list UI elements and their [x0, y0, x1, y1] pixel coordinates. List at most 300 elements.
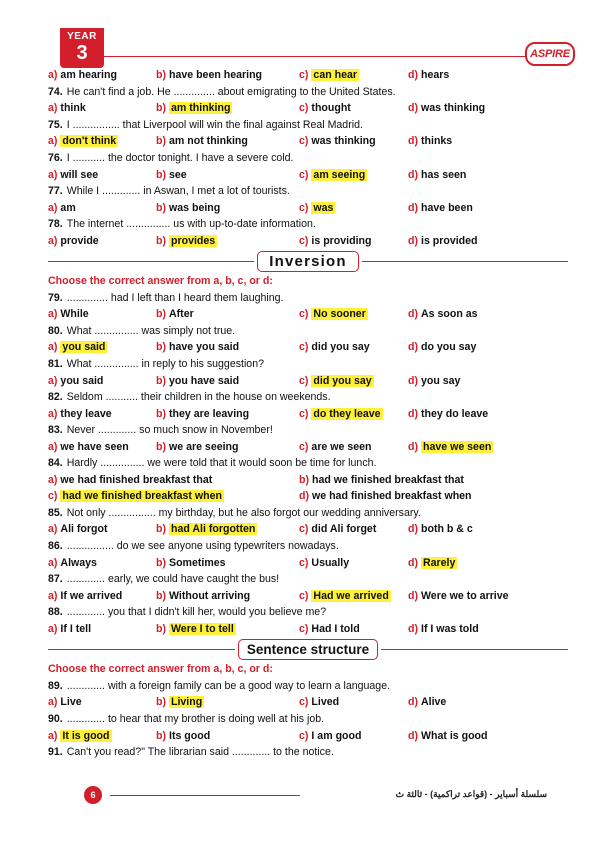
option-text: did you say — [311, 341, 370, 354]
answer-option[interactable] — [408, 523, 568, 535]
question-text: What ............... was simply not true. — [66, 324, 236, 337]
answer-option[interactable] — [299, 341, 408, 353]
answer-option[interactable] — [156, 523, 299, 535]
question-row — [48, 356, 568, 373]
question-row — [48, 389, 568, 406]
question-row — [48, 183, 568, 200]
option-letter: d) — [408, 234, 418, 247]
highlighted-answer-text: am thinking — [171, 102, 231, 115]
answer-option[interactable] — [408, 408, 568, 420]
options-row — [48, 521, 568, 538]
option-text: Live — [60, 696, 82, 709]
year-number: 3 — [76, 42, 88, 64]
option-text: am hearing — [60, 69, 117, 82]
section-header — [48, 249, 568, 273]
answer-option[interactable] — [299, 474, 551, 486]
answer-option[interactable] — [48, 590, 156, 602]
aspire-logo: ASPIRE — [525, 42, 575, 66]
options-row — [48, 199, 568, 216]
question-number: 80. — [48, 324, 63, 337]
option-text: was being — [169, 201, 221, 214]
option-letter: a) — [48, 168, 58, 181]
option-text: thinks — [421, 135, 453, 148]
answer-option[interactable] — [299, 69, 408, 81]
answer-option[interactable] — [408, 623, 568, 635]
question-row — [48, 422, 568, 439]
option-letter: a) — [48, 69, 58, 82]
option-letter: a) — [48, 622, 58, 635]
option-letter: d) — [408, 308, 418, 321]
answer-option[interactable] — [156, 441, 299, 453]
option-letter: c) — [299, 102, 309, 115]
answer-option[interactable] — [156, 69, 299, 81]
options-row — [48, 587, 568, 604]
answer-option[interactable] — [408, 557, 568, 569]
highlighted-answer-text: don't think — [62, 135, 117, 148]
answer-option[interactable] — [48, 474, 299, 486]
option-letter: b) — [156, 374, 166, 387]
question-number: 88. — [48, 606, 63, 619]
option-letter: d) — [408, 556, 418, 569]
answer-option[interactable] — [299, 408, 408, 420]
option-text: have been — [421, 201, 473, 214]
question-text: Seldom ........... their children in the house on weekends. — [66, 391, 331, 404]
option-letter: c) — [299, 729, 309, 742]
section-title: Inversion — [257, 251, 359, 272]
option-text: are we seen — [311, 440, 372, 453]
highlighted-answer-text: Living — [171, 696, 203, 709]
header-rule — [104, 56, 527, 57]
option-letter: d) — [408, 201, 418, 214]
answer-option[interactable] — [299, 169, 408, 181]
option-text: will see — [60, 168, 99, 181]
question-row — [48, 744, 568, 761]
options-row — [48, 727, 568, 744]
option-letter: a) — [48, 341, 58, 354]
question-number: 89. — [48, 679, 63, 692]
option-letter: c) — [299, 523, 309, 536]
answer-option[interactable] — [299, 202, 408, 214]
year-label: YEAR — [67, 31, 97, 42]
option-letter: c) — [299, 201, 309, 214]
option-text: you have said — [169, 374, 240, 387]
footer-series-title: سلسلة أسباير - (قواعد تراكمية) - ثالثة ث — [395, 789, 547, 799]
answer-option[interactable] — [156, 235, 299, 247]
question-number: 85. — [48, 506, 63, 519]
option-text: did Ali forget — [311, 523, 377, 536]
answer-option[interactable] — [299, 623, 408, 635]
question-number: 83. — [48, 424, 63, 437]
question-number: 86. — [48, 540, 63, 553]
option-text: has seen — [421, 168, 467, 181]
option-letter: a) — [48, 308, 58, 321]
option-text: Without arriving — [169, 589, 251, 602]
section-title: Sentence structure — [238, 639, 378, 660]
option-letter: c) — [299, 622, 309, 635]
option-letter: a) — [48, 407, 58, 420]
option-text: they leave — [60, 407, 112, 420]
option-letter: c) — [299, 440, 309, 453]
answer-option[interactable] — [156, 557, 299, 569]
option-letter: b) — [156, 696, 166, 709]
question-text: What ............... in reply to his suggestion? — [66, 358, 264, 371]
option-text: Had I told — [311, 622, 360, 635]
answer-option[interactable] — [299, 557, 408, 569]
answer-option[interactable] — [48, 696, 156, 708]
answer-option[interactable] — [48, 235, 156, 247]
option-letter: b) — [156, 589, 166, 602]
option-text: we had finished breakfast that — [60, 473, 213, 486]
option-text: have you said — [169, 341, 240, 354]
question-number: 75. — [48, 118, 63, 131]
question-text: ................ do we see anyone using typewriters nowadays. — [66, 540, 339, 553]
question-row — [48, 678, 568, 695]
answer-option[interactable] — [48, 202, 156, 214]
option-letter: a) — [48, 440, 58, 453]
option-letter: b) — [299, 473, 309, 486]
question-number: 87. — [48, 573, 63, 586]
footer — [80, 786, 547, 806]
option-text: Sometimes — [169, 556, 226, 569]
option-text: they are leaving — [169, 407, 250, 420]
question-row — [48, 323, 568, 340]
options-row — [48, 472, 568, 489]
answer-option[interactable] — [408, 235, 568, 247]
options-row — [48, 339, 568, 356]
worksheet-content — [48, 67, 568, 760]
highlighted-answer-text: Had we arrived — [313, 589, 389, 602]
option-letter: b) — [156, 234, 166, 247]
answer-option[interactable] — [48, 623, 156, 635]
option-letter: c) — [299, 135, 309, 148]
answer-option[interactable] — [48, 408, 156, 420]
option-letter: d) — [408, 135, 418, 148]
answer-option[interactable] — [408, 102, 568, 114]
option-letter: c) — [299, 341, 309, 354]
option-letter: c) — [48, 490, 58, 503]
option-text: is providing — [311, 234, 372, 247]
options-row — [48, 133, 568, 150]
option-text: As soon as — [421, 308, 478, 321]
option-letter: c) — [299, 168, 309, 181]
option-letter: a) — [48, 473, 58, 486]
option-letter: d) — [408, 168, 418, 181]
section-header — [48, 637, 568, 661]
answer-option[interactable] — [48, 102, 156, 114]
answer-option[interactable] — [48, 169, 156, 181]
answer-option[interactable] — [408, 590, 568, 602]
answer-option[interactable] — [299, 523, 408, 535]
option-letter: d) — [408, 523, 418, 536]
answer-option[interactable] — [408, 441, 568, 453]
question-text: I ................ that Liverpool will win the final against Real Madrid. — [66, 118, 363, 131]
question-number: 91. — [48, 746, 63, 759]
answer-option[interactable] — [48, 375, 156, 387]
highlighted-answer-text: It is good — [62, 729, 110, 742]
answer-option[interactable] — [156, 102, 299, 114]
question-text: He can't find a job. He .............. about emigrating to the United States. — [66, 85, 396, 98]
option-text: was thinking — [421, 102, 486, 115]
option-letter: c) — [299, 308, 309, 321]
option-letter: d) — [408, 440, 418, 453]
highlighted-answer-text: had Ali forgotten — [171, 523, 256, 536]
question-text: .............. had I left than I heard them laughing. — [66, 291, 284, 304]
option-letter: d) — [408, 374, 418, 387]
option-text: was thinking — [311, 135, 376, 148]
question-text: Can't you read?" The librarian said ............. to the notice. — [66, 746, 334, 759]
question-row — [48, 505, 568, 522]
option-text: I am good — [311, 729, 362, 742]
highlighted-answer-text: Were I to tell — [171, 622, 234, 635]
answer-option[interactable] — [156, 202, 299, 214]
answer-option[interactable] — [299, 441, 408, 453]
option-letter: d) — [408, 407, 418, 420]
option-text: After — [169, 308, 194, 321]
answer-option[interactable] — [408, 341, 568, 353]
question-text: While I ............. in Aswan, I met a lot of tourists. — [66, 185, 290, 198]
option-letter: b) — [156, 407, 166, 420]
question-row — [48, 455, 568, 472]
option-letter: b) — [156, 556, 166, 569]
question-row — [48, 290, 568, 307]
question-row — [48, 711, 568, 728]
question-row — [48, 150, 568, 167]
option-text: What is good — [421, 729, 488, 742]
question-text: ............. early, we could have caught the bus! — [66, 573, 280, 586]
option-letter: b) — [156, 135, 166, 148]
option-letter: b) — [156, 308, 166, 321]
option-text: do you say — [421, 341, 477, 354]
answer-option[interactable] — [48, 135, 156, 147]
option-text: hears — [421, 69, 450, 82]
option-text: you say — [421, 374, 461, 387]
option-letter: b) — [156, 523, 166, 536]
option-letter: b) — [156, 440, 166, 453]
option-text: you said — [60, 374, 104, 387]
option-letter: d) — [408, 69, 418, 82]
options-row — [48, 306, 568, 323]
answer-option[interactable] — [156, 169, 299, 181]
option-letter: c) — [299, 556, 309, 569]
highlighted-answer-text: am seeing — [313, 168, 366, 181]
option-letter: b) — [156, 201, 166, 214]
question-text: Not only ................ my birthday, but he also forgot our wedding anniversary. — [66, 506, 421, 519]
answer-option[interactable] — [408, 69, 568, 81]
answer-option[interactable] — [156, 375, 299, 387]
question-row — [48, 538, 568, 555]
answer-option[interactable] — [156, 730, 299, 742]
highlighted-answer-text: provides — [171, 234, 216, 247]
question-text: ............. with a foreign family can be a good way to learn a language. — [66, 679, 391, 692]
question-number: 84. — [48, 457, 63, 470]
option-letter: a) — [48, 234, 58, 247]
options-row — [48, 372, 568, 389]
option-letter: c) — [299, 374, 309, 387]
option-letter: a) — [48, 523, 58, 536]
option-letter: d) — [299, 490, 309, 503]
answer-option[interactable] — [156, 590, 299, 602]
footer-rule — [110, 795, 300, 796]
answer-option[interactable] — [408, 375, 568, 387]
answer-option[interactable] — [299, 696, 408, 708]
question-text: The internet ............... us with up-to-date information. — [66, 218, 316, 231]
option-text: Were we to arrive — [421, 589, 509, 602]
options-row — [48, 488, 568, 505]
option-letter: c) — [299, 696, 309, 709]
option-text: Lived — [311, 696, 340, 709]
question-number: 79. — [48, 291, 63, 304]
option-text: they do leave — [421, 407, 489, 420]
highlighted-answer-text: No sooner — [313, 308, 366, 321]
option-letter: c) — [299, 589, 309, 602]
answer-option[interactable] — [408, 308, 568, 320]
question-number: 78. — [48, 218, 63, 231]
options-row — [48, 438, 568, 455]
options-row — [48, 554, 568, 571]
option-letter: d) — [408, 696, 418, 709]
option-letter: a) — [48, 374, 58, 387]
question-row — [48, 571, 568, 588]
answer-option[interactable] — [156, 408, 299, 420]
options-row — [48, 67, 568, 84]
answer-option[interactable] — [299, 490, 551, 502]
answer-option[interactable] — [408, 730, 568, 742]
option-letter: a) — [48, 201, 58, 214]
answer-option[interactable] — [408, 202, 568, 214]
question-row — [48, 216, 568, 233]
option-text: thought — [311, 102, 351, 115]
option-letter: b) — [156, 341, 166, 354]
option-letter: a) — [48, 135, 58, 148]
answer-option[interactable] — [299, 590, 408, 602]
option-text: Ali forgot — [60, 523, 108, 536]
answer-option[interactable] — [156, 623, 299, 635]
answer-option[interactable] — [156, 341, 299, 353]
answer-option[interactable] — [299, 135, 408, 147]
options-row — [48, 166, 568, 183]
option-letter: c) — [299, 407, 309, 420]
option-text: Always — [60, 556, 97, 569]
option-text: think — [60, 102, 86, 115]
question-number: 82. — [48, 391, 63, 404]
option-text: we have seen — [60, 440, 129, 453]
answer-option[interactable] — [156, 135, 299, 147]
option-text: we are seeing — [169, 440, 239, 453]
option-letter: b) — [156, 102, 166, 115]
answer-option[interactable] — [48, 523, 156, 535]
option-text: we had finished breakfast when — [312, 490, 472, 503]
instruction-text: Choose the correct answer from a, b, c, or d: — [48, 663, 273, 676]
option-text: is provided — [421, 234, 478, 247]
question-row — [48, 117, 568, 134]
options-row — [48, 232, 568, 249]
answer-option[interactable] — [408, 169, 568, 181]
answer-option[interactable] — [156, 308, 299, 320]
option-text: had we finished breakfast that — [312, 473, 464, 486]
answer-option[interactable] — [156, 696, 299, 708]
option-letter: d) — [408, 589, 418, 602]
answer-option[interactable] — [48, 69, 156, 81]
option-letter: b) — [156, 69, 166, 82]
option-text: have been hearing — [169, 69, 263, 82]
question-text: I ........... the doctor tonight. I have a severe cold. — [66, 152, 294, 164]
options-row — [48, 694, 568, 711]
question-text: Hardly ............... we were told that it would soon be time for lunch. — [66, 457, 377, 470]
question-number: 74. — [48, 85, 63, 98]
option-letter: a) — [48, 589, 58, 602]
answer-option[interactable] — [299, 375, 408, 387]
option-letter: a) — [48, 556, 58, 569]
answer-option[interactable] — [48, 730, 156, 742]
option-text: Alive — [421, 696, 447, 709]
option-text: both b & c — [421, 523, 473, 536]
answer-option[interactable] — [299, 102, 408, 114]
answer-option[interactable] — [299, 730, 408, 742]
option-letter: b) — [156, 729, 166, 742]
question-number: 77. — [48, 185, 63, 198]
highlighted-answer-text: you said — [62, 341, 106, 354]
answer-option[interactable] — [299, 308, 408, 320]
highlighted-answer-text: do they leave — [313, 407, 381, 420]
answer-option[interactable] — [408, 135, 568, 147]
option-text: Usually — [311, 556, 350, 569]
year-badge — [60, 28, 104, 68]
option-letter: a) — [48, 729, 58, 742]
answer-option[interactable] — [48, 490, 299, 502]
option-text: If I tell — [60, 622, 92, 635]
answer-option[interactable] — [48, 341, 156, 353]
answer-option[interactable] — [48, 557, 156, 569]
option-text: see — [169, 168, 187, 181]
answer-option[interactable] — [299, 235, 408, 247]
option-text: Its good — [169, 729, 211, 742]
option-text: provide — [60, 234, 99, 247]
highlighted-answer-text: had we finished breakfast when — [62, 490, 222, 503]
option-letter: d) — [408, 102, 418, 115]
options-row — [48, 621, 568, 638]
answer-option[interactable] — [48, 308, 156, 320]
option-letter: c) — [299, 234, 309, 247]
option-text: am — [60, 201, 76, 214]
option-letter: d) — [408, 341, 418, 354]
option-letter: a) — [48, 696, 58, 709]
option-letter: b) — [156, 622, 166, 635]
options-row — [48, 100, 568, 117]
highlighted-answer-text: Rarely — [423, 556, 456, 569]
question-text: Never ............. so much snow in November! — [66, 424, 273, 437]
option-text: am not thinking — [169, 135, 248, 148]
question-number: 76. — [48, 152, 63, 164]
option-text: If I was told — [421, 622, 479, 635]
question-number: 90. — [48, 712, 63, 725]
answer-option[interactable] — [48, 441, 156, 453]
question-row — [48, 84, 568, 101]
option-letter: d) — [408, 622, 418, 635]
highlighted-answer-text: did you say — [313, 374, 372, 387]
highlighted-answer-text: can hear — [313, 69, 357, 82]
option-letter: a) — [48, 102, 58, 115]
option-text: If we arrived — [60, 589, 123, 602]
option-text: While — [60, 308, 89, 321]
instruction-text: Choose the correct answer from a, b, c, or d: — [48, 275, 273, 288]
question-row — [48, 604, 568, 621]
highlighted-answer-text: have we seen — [423, 440, 492, 453]
option-letter: c) — [299, 69, 309, 82]
option-letter: b) — [156, 168, 166, 181]
page-number: 6 — [84, 786, 102, 804]
answer-option[interactable] — [408, 696, 568, 708]
question-text: ............. you that I didn't kill her, would you believe me? — [66, 606, 327, 619]
